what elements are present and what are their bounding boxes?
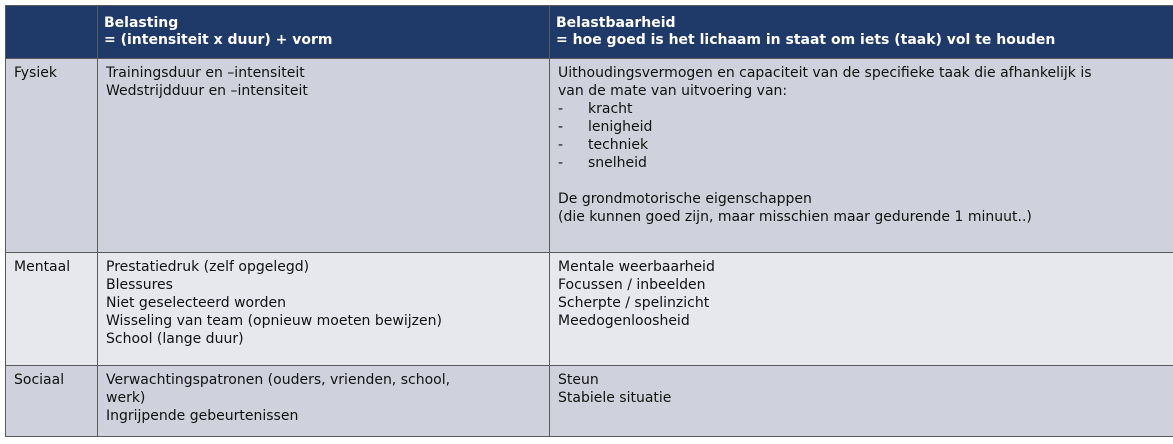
- sociaal-belasting-cell: [98, 366, 550, 437]
- dash-bullet: -: [558, 155, 564, 171]
- row-sociaal: [6, 366, 1173, 437]
- list-item: Blessures: [106, 277, 173, 293]
- list-item: Niet geselecteerd worden: [106, 295, 286, 311]
- list-item: Wedstrijdduur en –intensiteit: [106, 83, 308, 99]
- header-belasting-formula: = (intensiteit x duur) + vorm: [104, 32, 333, 48]
- dash-bullet: -: [558, 101, 564, 117]
- row-label-sociaal: Sociaal: [6, 366, 98, 437]
- fysiek-note-line: (die kunnen goed zijn, maar misschien maar gedurende 1 minuut..): [558, 209, 1032, 225]
- header-row: [6, 6, 1173, 59]
- spacer: [558, 172, 1173, 190]
- header-belasting: [98, 6, 550, 59]
- bullet-text: snelheid: [588, 155, 647, 171]
- fysiek-intro-line: van de mate van uitvoering van:: [558, 83, 788, 99]
- list-item: Stabiele situatie: [558, 390, 672, 406]
- list-item: Verwachtingspatronen (ouders, vrienden, school,: [106, 372, 451, 388]
- list-item: Steun: [558, 372, 599, 388]
- fysiek-belasting-cell: [98, 59, 550, 253]
- list-item: Trainingsduur en –intensiteit: [106, 65, 305, 81]
- bullet-text: kracht: [588, 101, 633, 117]
- list-item: Scherpte / spelinzicht: [558, 295, 710, 311]
- list-item: Focussen / inbeelden: [558, 277, 706, 293]
- header-belastbaarheid-title: Belastbaarheid: [556, 15, 676, 31]
- bullet-text: techniek: [588, 137, 649, 153]
- list-item: werk): [106, 390, 146, 406]
- row-label-mentaal: Mentaal: [6, 253, 98, 366]
- list-item: Meedogenloosheid: [558, 313, 690, 329]
- list-item: School (lange duur): [106, 331, 244, 347]
- row-fysiek: [6, 59, 1173, 253]
- fysiek-intro-line: Uithoudingsvermogen en capaciteit van de specifieke taak die afhankelijk is: [558, 65, 1092, 81]
- row-mentaal: [6, 253, 1173, 366]
- bullet-item: [558, 100, 1173, 118]
- list-item: Ingrijpende gebeurtenissen: [106, 408, 299, 424]
- header-belasting-title: Belasting: [104, 15, 179, 31]
- mentaal-belasting-cell: [98, 253, 550, 366]
- row-label-fysiek: Fysiek: [6, 59, 98, 253]
- dash-bullet: -: [558, 137, 564, 153]
- list-item: Mentale weerbaarheid: [558, 259, 715, 275]
- bullet-item: [558, 136, 1173, 154]
- mentaal-belastbaarheid-cell: [550, 253, 1173, 366]
- bullet-item: [558, 154, 1173, 172]
- bullet-text: lenigheid: [588, 119, 653, 135]
- sociaal-belastbaarheid-cell: [550, 366, 1173, 437]
- list-item: Prestatiedruk (zelf opgelegd): [106, 259, 310, 275]
- belasting-table: [5, 5, 1173, 437]
- header-belastbaarheid-formula: = hoe goed is het lichaam in staat om iets (taak) vol te houden: [556, 32, 1056, 48]
- header-empty-cell: [6, 6, 98, 59]
- list-item: Wisseling van team (opnieuw moeten bewijzen): [106, 313, 442, 329]
- fysiek-note-line: De grondmotorische eigenschappen: [558, 191, 812, 207]
- dash-bullet: -: [558, 119, 564, 135]
- fysiek-belastbaarheid-cell: [550, 59, 1173, 253]
- bullet-item: [558, 118, 1173, 136]
- header-belastbaarheid: [550, 6, 1173, 59]
